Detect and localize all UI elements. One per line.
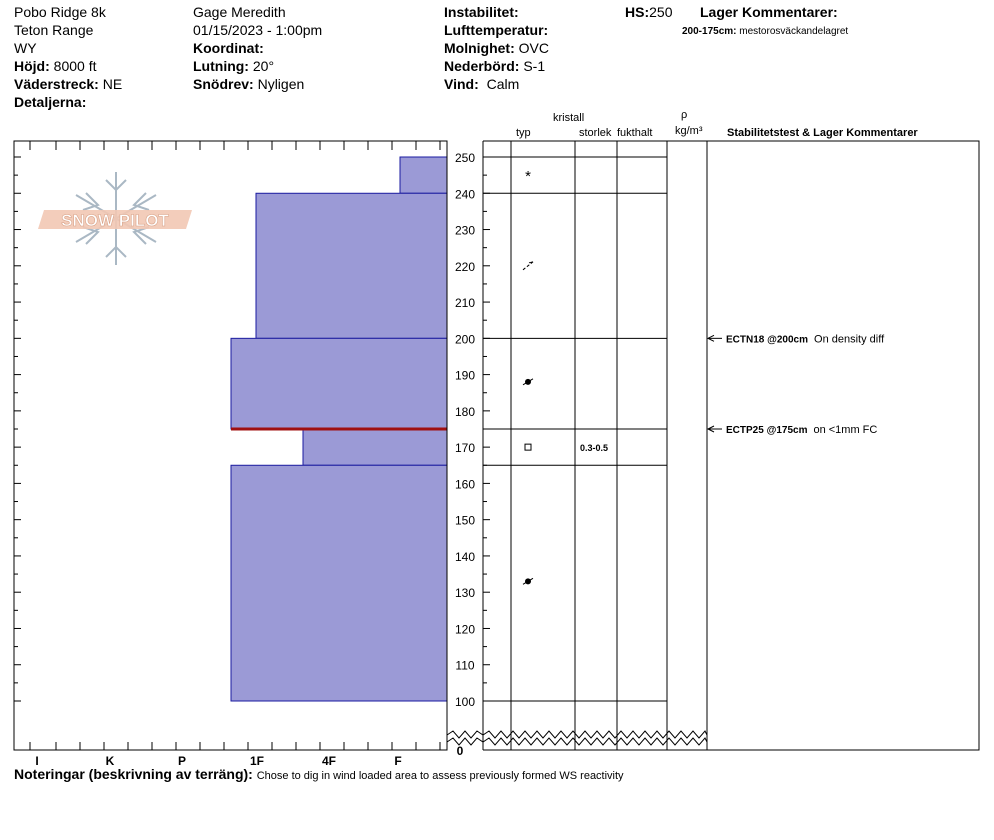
grain-symbols bbox=[523, 168, 533, 584]
hardness-layer-bar bbox=[231, 338, 447, 429]
hardness-layer-bar bbox=[303, 429, 447, 465]
height-tick-label: 210 bbox=[454, 296, 476, 311]
new-snow-icon: * bbox=[525, 168, 531, 186]
height-tick-label: 150 bbox=[454, 513, 476, 528]
grain-sizes bbox=[580, 443, 608, 453]
stability-header: Stabilitetstest & Lager Kommentarer bbox=[727, 127, 918, 139]
logo-text: SNOW PILOT bbox=[61, 211, 169, 230]
faceted-crystals-icon bbox=[525, 444, 531, 450]
instability-label: Instabilitet: bbox=[444, 4, 519, 20]
state: WY bbox=[14, 40, 37, 56]
hardness-layer-bar bbox=[400, 157, 447, 193]
layer-comment-text: mestorosväckandelagret bbox=[739, 26, 849, 37]
test-result: ECTN18 @200cm On density diff bbox=[726, 333, 885, 346]
hardness-tick-label: F bbox=[394, 754, 402, 768]
crystal-header: kristall bbox=[553, 112, 585, 124]
elevation-value: 8000 ft bbox=[53, 58, 97, 74]
height-tick-label: 250 bbox=[454, 151, 476, 165]
height-tick-label: 170 bbox=[454, 441, 476, 456]
density-symbol: ρ bbox=[681, 109, 688, 121]
height-tick-label: 180 bbox=[454, 404, 476, 419]
stability-comments-box bbox=[707, 141, 979, 750]
slope-value: 20° bbox=[252, 58, 275, 74]
hardness-tick-label: 4F bbox=[321, 754, 337, 768]
height-tick-label: 230 bbox=[454, 223, 476, 238]
wind-value: Calm bbox=[486, 76, 520, 92]
slope-label: Lutning: bbox=[193, 58, 249, 74]
height-tick-label: 200 bbox=[454, 332, 476, 347]
precipitation-value: S-1 bbox=[523, 58, 546, 74]
hardness-tick-label: P bbox=[177, 754, 187, 768]
snow-height-label: HS: bbox=[625, 4, 650, 20]
coordinate-label: Koordinat: bbox=[193, 40, 264, 56]
hardness-tick-label: K bbox=[105, 754, 115, 768]
elevation-label: Höjd: bbox=[14, 58, 50, 74]
height-tick-label: 160 bbox=[454, 477, 476, 492]
height-axis bbox=[455, 151, 475, 758]
height-break-label: 0 bbox=[456, 744, 464, 758]
moisture-header: fukthalt bbox=[617, 127, 653, 139]
height-tick-label: 110 bbox=[455, 658, 475, 673]
details-label: Detaljerna: bbox=[14, 94, 87, 110]
drift-label: Snödrev: bbox=[193, 76, 254, 92]
cloud-value: OVC bbox=[518, 40, 549, 56]
stability-test bbox=[708, 333, 885, 345]
notes-text: Chose to dig in wind loaded area to assess previously formed WS reactivity bbox=[256, 770, 624, 782]
rounded-grains-icon bbox=[523, 379, 533, 385]
air-temperature-label: Lufttemperatur: bbox=[444, 22, 549, 38]
notes-row bbox=[14, 766, 624, 784]
decomposing-fragments-icon bbox=[523, 262, 533, 270]
rounded-grains-icon bbox=[523, 578, 533, 584]
density-unit: kg/m³ bbox=[675, 125, 703, 137]
observation-datetime: 01/15/2023 - 1:00pm bbox=[193, 22, 323, 38]
aspect-label: Väderstreck: bbox=[14, 76, 99, 92]
hardness-tick-label: 1F bbox=[249, 754, 265, 768]
aspect-value: NE bbox=[102, 76, 123, 92]
hardness-tick-label: I bbox=[35, 754, 39, 768]
hardness-layer-bar bbox=[256, 193, 447, 338]
layer-comment-range: 200-175cm: bbox=[682, 26, 737, 37]
grain-type-header: typ bbox=[516, 127, 531, 139]
notes-label: Noteringar (beskrivning av terräng): bbox=[14, 766, 253, 782]
layer-comments-label: Lager Kommentarer: bbox=[700, 4, 838, 20]
grain-size-header: storlek bbox=[579, 127, 612, 139]
snow-height-value: 250 bbox=[649, 4, 673, 20]
height-tick-label: 100 bbox=[454, 695, 476, 709]
location-name: Pobo Ridge 8k bbox=[14, 4, 106, 20]
wind-label: Vind: bbox=[444, 76, 479, 92]
cloud-label: Molnighet: bbox=[444, 40, 515, 56]
grain-size-value: 0.3-0.5 bbox=[580, 443, 609, 454]
test-result: ECTP25 @175cm on <1mm FC bbox=[726, 424, 878, 436]
stability-tests bbox=[708, 333, 885, 436]
mountain-range: Teton Range bbox=[14, 22, 94, 38]
height-tick-label: 120 bbox=[454, 622, 476, 637]
height-tick-label: 240 bbox=[454, 187, 476, 202]
axis-break bbox=[447, 731, 707, 745]
height-tick-label: 140 bbox=[454, 549, 476, 564]
hardness-layer-bar bbox=[231, 465, 447, 701]
stability-test bbox=[708, 424, 877, 436]
grain-table-frame bbox=[483, 141, 979, 750]
height-tick-label: 130 bbox=[454, 586, 476, 601]
drift-value: Nyligen bbox=[257, 76, 305, 92]
height-tick-label: 190 bbox=[454, 368, 476, 383]
observer-name: Gage Meredith bbox=[193, 4, 286, 20]
precipitation-label: Nederbörd: bbox=[444, 58, 520, 74]
height-tick-label: 220 bbox=[454, 259, 476, 274]
snowpilot-logo bbox=[38, 172, 192, 265]
